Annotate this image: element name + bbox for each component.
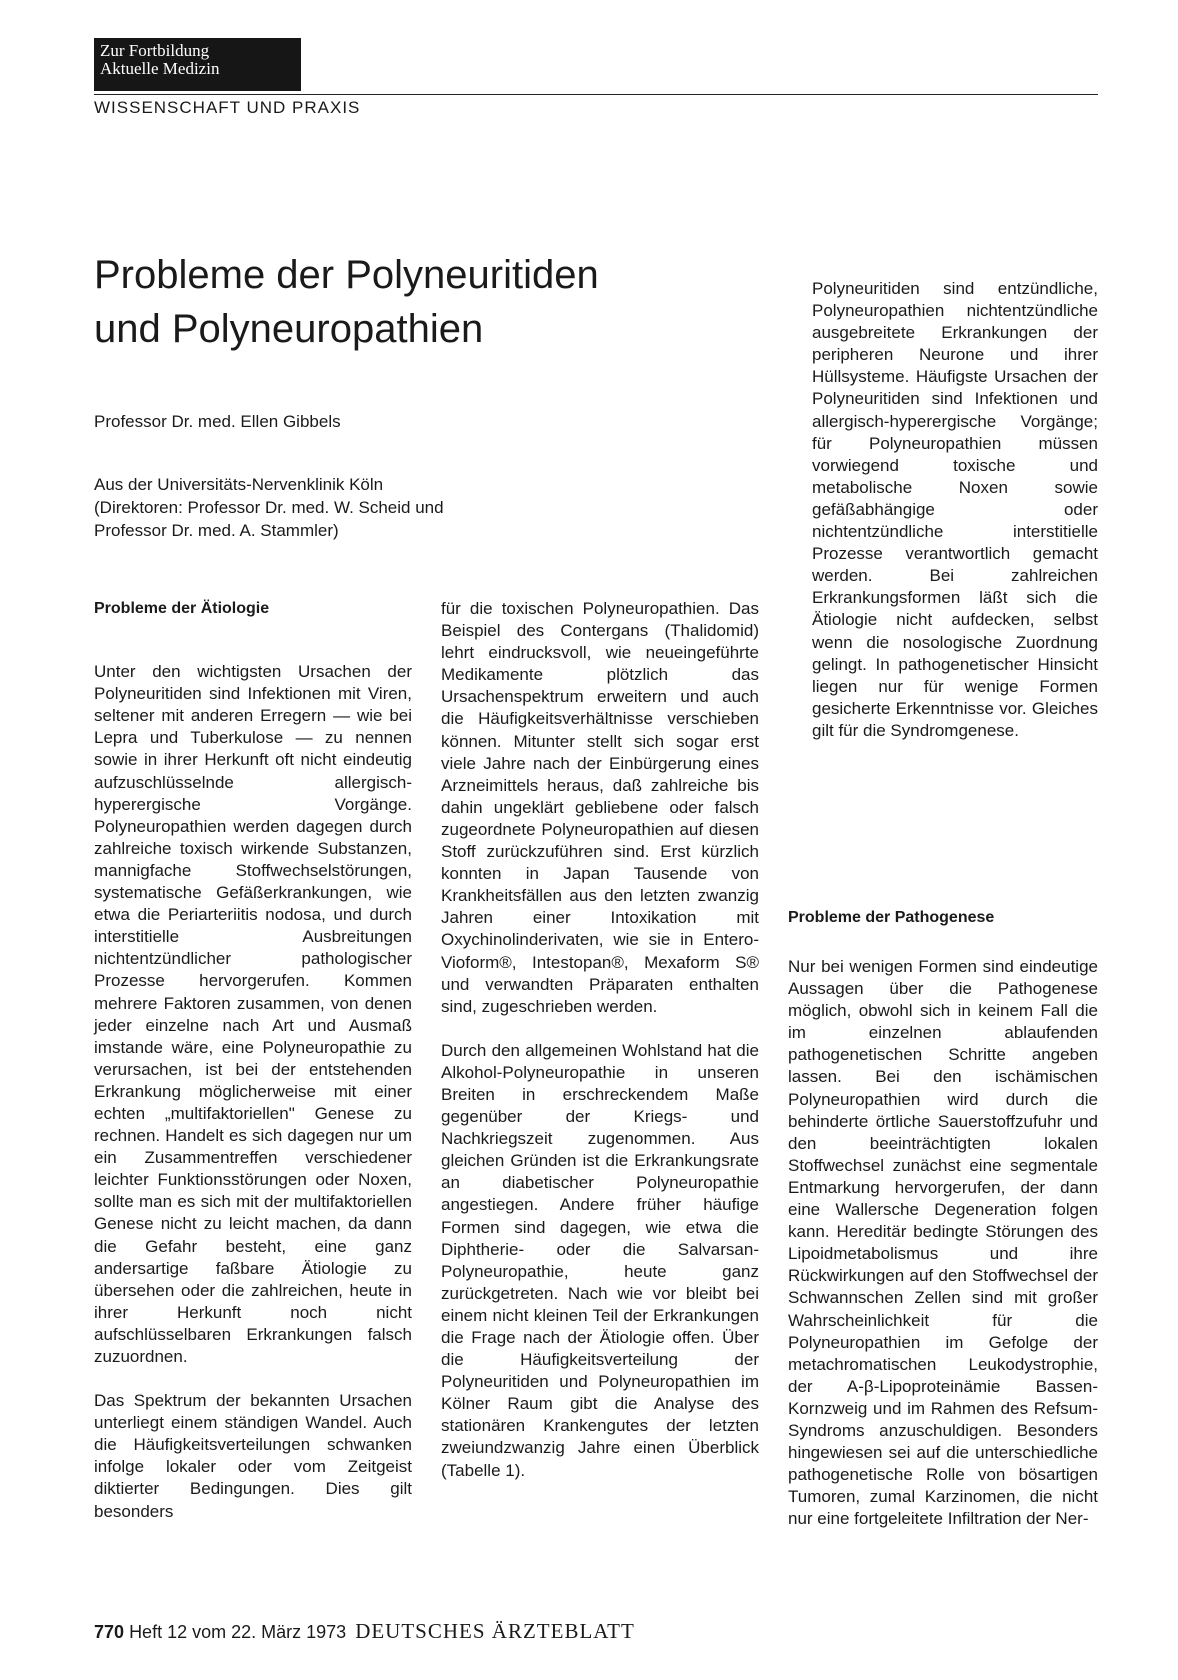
- section-heading-pathogenesis: Probleme der Pathogenese: [788, 909, 995, 926]
- affiliation-line1: Aus der Universitäts-Nervenklinik Köln: [94, 475, 384, 494]
- paragraph: Das Spektrum der bekannten Ursachen unterliegt einem ständigen Wandel. Auch die Häufigkeitsverteilungen schwanken infolge lokaler oder vom Zeitgeist diktierter Bedingungen. Dies gilt besonders: [94, 1391, 412, 1521]
- article-title: [94, 248, 714, 356]
- column-2: [441, 598, 759, 1504]
- paragraph: Durch den allgemeinen Wohlstand hat die Alkohol-Polyneuropathie in unseren Breiten in erschreckendem Maße gegenüber der Kriegs- und Nachkriegszeit zugenommen. Aus gleichen Gründen ist die Erkrankungsrate an diabetischer Polyneuropathie angestiegen. Andere früher häufige Formen sind dagegen, wie etwa die Diphtherie- oder die Salvarsan-Polyneuropathie, heute ganz zurückgetreten. Nach wie vor bleibt bei einem nicht kleinen Teil der Erkrankungen die Frage nach der Ätiologie offen. Über die Häufigkeitsverteilung der Polyneuritiden und Polyneuropathien im Kölner Raum gibt die Analyse des stationären Krankengutes der letzten zweiundzwanzig Jahre einen Überblick (Tabelle 1).: [441, 1040, 759, 1480]
- paragraph: Unter den wichtigsten Ursachen der Polyneuritiden sind Infektionen mit Viren, seltener mit anderen Erregern — wie bei Lepra und Tuberkulose — zu nennen sowie in ihrer Herkunft oft nicht eindeutig aufzuschlüsselnde allergisch-hyperergische Vorgänge. Polyneuropathien werden dagegen durch zahlreiche toxisch wirkende Substanzen, mannigfache Stoffwechselstörungen, systematische Gefäßerkrankungen, wie etwa die Periarteriitis nodosa, und durch interstitielle Ausbreitungen nichtentzündlicher pathologischer Prozesse hervorgerufen. Kommen mehrere Faktoren zusammen, von denen jeder einzelne nach Art und Ausmaß imstande wäre, eine Polyneuropathie zu verursachen, ist bei der entstehenden Erkrankung möglicherweise mit einer echten „multifaktoriellen" Genese zu rechnen. Handelt es sich dagegen nur um ein Zusammentreffen verschiedener leichter Funktionsstörungen oder Noxen, sollte man es sich mit der multifaktoriellen Genese nicht zu leicht machen, da dann die Gefahr besteht, eine ganz andersartige faßbare Ätiologie zu übersehen oder die zahlreichen, heute in ihrer Herkunft noch nicht aufschlüsselbaren Erkrankungen falsch zuzuordnen.: [94, 662, 412, 1366]
- series-label-line1: Zur Fortbildung: [100, 41, 210, 60]
- title-line1: Probleme der Polyneuritiden: [94, 253, 599, 297]
- series-label: [94, 38, 301, 91]
- paragraph: für die toxischen Polyneuropathien. Das Beispiel des Contergans (Thalidomid) lehrt eindrucksvoll, wie neueingeführte Medikamente plötzlich das Ursachenspektrum erweitern und auch die Häufigkeitsverhältnisse verschieben können. Mitunter stellt sich sogar erst viele Jahre nach der Einbürgerung eines Arzneimittels heraus, daß zahlreiche bis dahin ungeklärt gebliebene oder falsch zugeordnete Polyneuropathien auf diesen Stoff zurückzuführen sind. Erst kürzlich konnten in Japan Tausende von Krankheitsfällen aus den letzten zwanzig Jahren einer Intoxikation mit Oxychinolinderivaten, wie sie in Entero-Vioform®, Intestopan®, Mexaform S® und verwandten Präparaten enthalten sind, zugeschrieben werden.: [441, 599, 759, 1016]
- section-name: WISSENSCHAFT UND PRAXIS: [94, 98, 361, 117]
- magazine-name: DEUTSCHES ÄRZTEBLATT: [355, 1619, 635, 1643]
- series-label-line2: Aktuelle Medizin: [100, 59, 220, 78]
- issue-info: Heft 12 vom 22. März 1973: [129, 1622, 347, 1642]
- column-3-summary: [812, 278, 1098, 764]
- page-footer: [94, 1619, 635, 1644]
- page-number: 770: [94, 1622, 125, 1642]
- section-heading-etiology: Probleme der Ätiologie: [94, 600, 270, 617]
- paragraph: Nur bei wenigen Formen sind eindeutige Aussagen über die Pathogenese möglich, obwohl sich in keinem Fall die im einzelnen ablaufenden pathogenetischen Schritte angeben lassen. Bei den ischämischen Polyneuropathien wird durch die behinderte örtliche Sauerstoffzufuhr und den beeinträchtigten lokalen Stoffwechsel zunächst eine segmentale Entmarkung hervorgerufen, der dann eine Wallersche Degeneration folgen kann. Hereditär bedingte Störungen des Lipoidmetabolismus und ihre Rückwirkungen auf den Stoffwechsel der Schwannschen Zellen sind mit großer Wahrscheinlichkeit für die Polyneuropathien im Gefolge der metachromatischen Leukodystrophie, der A-β-Lipoproteinämie Bassen-Kornzweig und im Rahmen des Refsum-Syndroms anzuschuldigen. Besonders hingewiesen sei auf die unterschiedliche pathogenetische Rolle von bösartigen Tumoren, zumal Karzinomen, die nicht nur eine fortgeleitete Infiltration der Ner-: [788, 957, 1098, 1529]
- affiliation-line3: Professor Dr. med. A. Stammler): [94, 521, 339, 540]
- column-1: [94, 598, 412, 1545]
- summary-paragraph: Polyneuritiden sind entzündliche, Polyneuropathien nichtentzündliche ausgebreitete Erkrankungen der peripheren Neurone und ihrer Hüllsysteme. Häufigste Ursachen der Polyneuritiden sind Infektionen und allergisch-hyperergische Vorgänge; für Polyneuropathien müssen vorwiegend toxische und metabolische Noxen sowie gefäßabhängige oder nichtentzündliche interstitielle Prozesse verantwortlich gemacht werden. Bei zahlreichen Erkrankungsformen läßt sich die Ätiologie nicht aufdecken, selbst wenn die nosologische Zuordnung gelingt. In pathogenetischer Hinsicht liegen nur für wenige Formen gesicherte Erkenntnisse vor. Gleiches gilt für die Syndromgenese.: [812, 279, 1098, 740]
- title-line2: und Polyneuropathien: [94, 307, 484, 351]
- header-rule: [94, 94, 1098, 95]
- affiliation-line2: (Direktoren: Professor Dr. med. W. Scheid und: [94, 498, 444, 517]
- affiliation: [94, 473, 444, 542]
- author: Professor Dr. med. Ellen Gibbels: [94, 412, 341, 431]
- column-3-body: [788, 956, 1098, 1552]
